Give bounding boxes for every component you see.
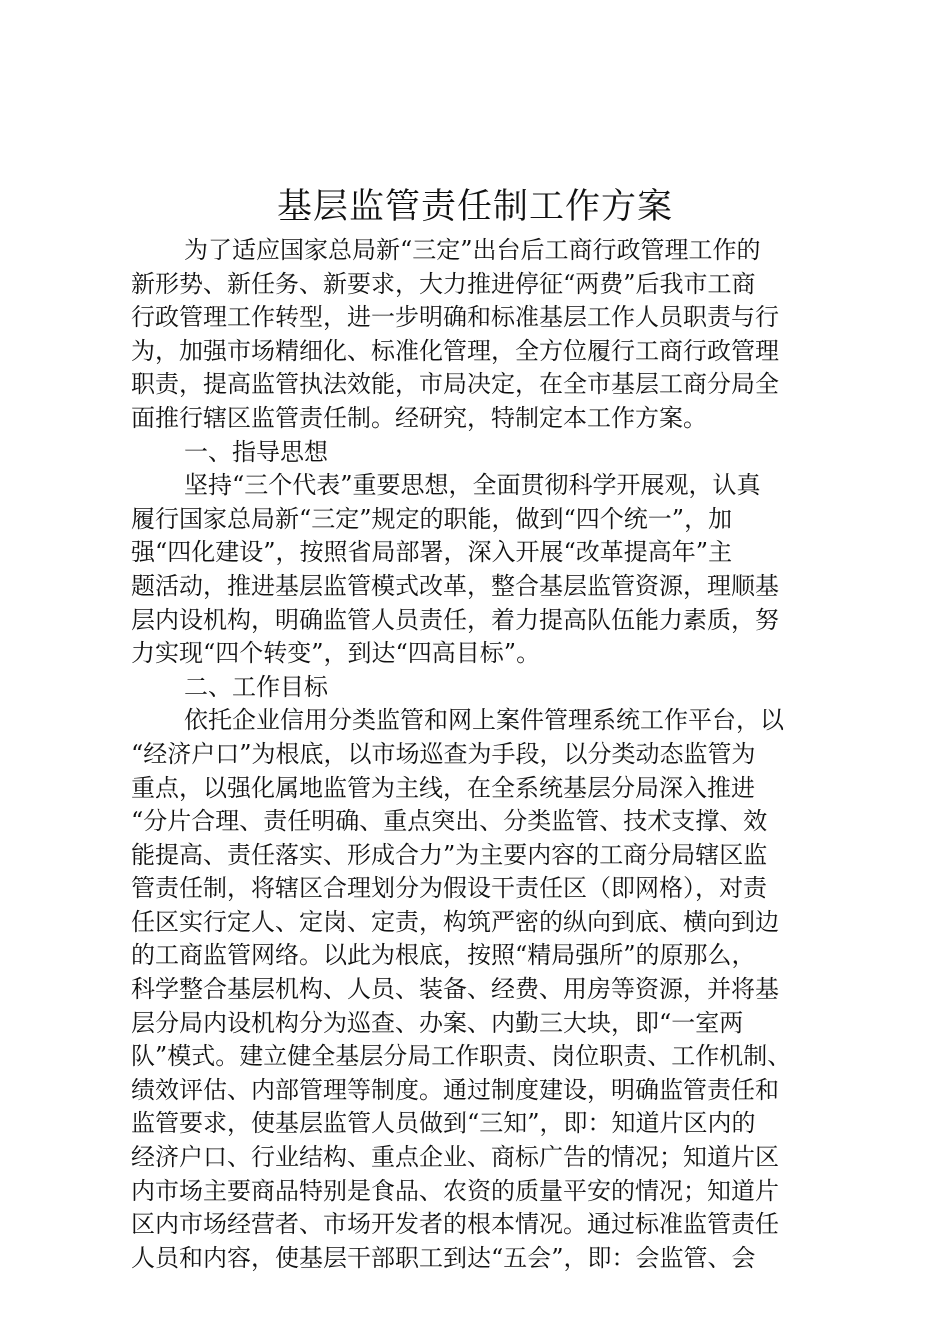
paragraph-line: 新形势、新任务、新要求，大力推进停征“两费”后我市工商 — [131, 269, 756, 298]
document-title: 基层监管责任制工作方案 — [276, 187, 673, 227]
section-heading: 二、工作目标 — [184, 672, 328, 701]
paragraph-line: 监管要求，使基层监管人员做到“三知”，即：知道片区内的 — [131, 1109, 756, 1138]
paragraph-line: 层内设机构，明确监管人员责任，着力提高队伍能力素质，努 — [131, 605, 779, 634]
paragraph-line: 重点，以强化属地监管为主线，在全系统基层分局深入推进 — [131, 773, 755, 802]
paragraph-line: 绩效评估、内部管理等制度。通过制度建设，明确监管责任和 — [131, 1075, 779, 1104]
paragraph-line: 任区实行定人、定岗、定责，构筑严密的纵向到底、横向到边 — [131, 907, 779, 936]
paragraph-line: 能提高、责任落实、形成合力”为主要内容的工商分局辖区监 — [131, 840, 768, 869]
paragraph-line: 经济户口、行业结构、重点企业、商标广告的情况；知道片区 — [131, 1143, 779, 1172]
paragraph-line: 层分局内设机构分为巡查、办案、内勤三大块，即“一室两 — [131, 1008, 744, 1037]
paragraph-line: 坚持“三个代表”重要思想，全面贯彻科学开展观，认真 — [184, 471, 761, 500]
paragraph-line: 内市场主要商品特别是食品、农资的质量平安的情况；知道片 — [131, 1176, 779, 1205]
paragraph-line: 力实现“四个转变”，到达“四高目标”。 — [131, 639, 541, 668]
paragraph-line: 履行国家总局新“三定”规定的职能，做到“四个统一”，加 — [131, 504, 733, 533]
section-heading: 一、指导思想 — [184, 437, 328, 466]
paragraph-line: 强“四化建设”，按照省局部署，深入开展“改革提高年”主 — [131, 538, 733, 567]
paragraph-line: 职责，提高监管执法效能，市局决定，在全市基层工商分局全 — [131, 370, 779, 399]
paragraph-line: 面推行辖区监管责任制。经研究，特制定本工作方案。 — [131, 403, 707, 432]
paragraph-line: 队”模式。建立健全基层分局工作职责、岗位职责、工作机制、 — [131, 1042, 792, 1071]
paragraph-line: 人员和内容，使基层干部职工到达“五会”，即：会监管、会 — [131, 1243, 756, 1272]
paragraph-line: 科学整合基层机构、人员、装备、经费、用房等资源，并将基 — [131, 975, 779, 1004]
paragraph-line: 行政管理工作转型，进一步明确和标准基层工作人员职责与行 — [131, 303, 779, 332]
paragraph-line: 题活动，推进基层监管模式改革，整合基层监管资源，理顺基 — [131, 571, 779, 600]
paragraph-line: “经济户口”为根底，以市场巡查为手段，以分类动态监管为 — [131, 739, 756, 768]
paragraph-line: 依托企业信用分类监管和网上案件管理系统工作平台，以 — [184, 706, 784, 735]
paragraph-line: 管责任制，将辖区合理划分为假设干责任区（即网格），对责 — [131, 874, 767, 903]
paragraph-line: “分片合理、责任明确、重点突出、分类监管、技术支撑、效 — [131, 807, 768, 836]
paragraph-line: 的工商监管网络。以此为根底，按照“精局强所”的原那么， — [131, 941, 756, 970]
paragraph-line: 区内市场经营者、市场开发者的根本情况。通过标准监管责任 — [131, 1210, 779, 1239]
document-body — [131, 234, 821, 1275]
paragraph-line: 为了适应国家总局新“三定”出台后工商行政管理工作的 — [184, 236, 761, 264]
paragraph-line: 为，加强市场精细化、标准化管理，全方位履行工商行政管理 — [131, 336, 779, 365]
